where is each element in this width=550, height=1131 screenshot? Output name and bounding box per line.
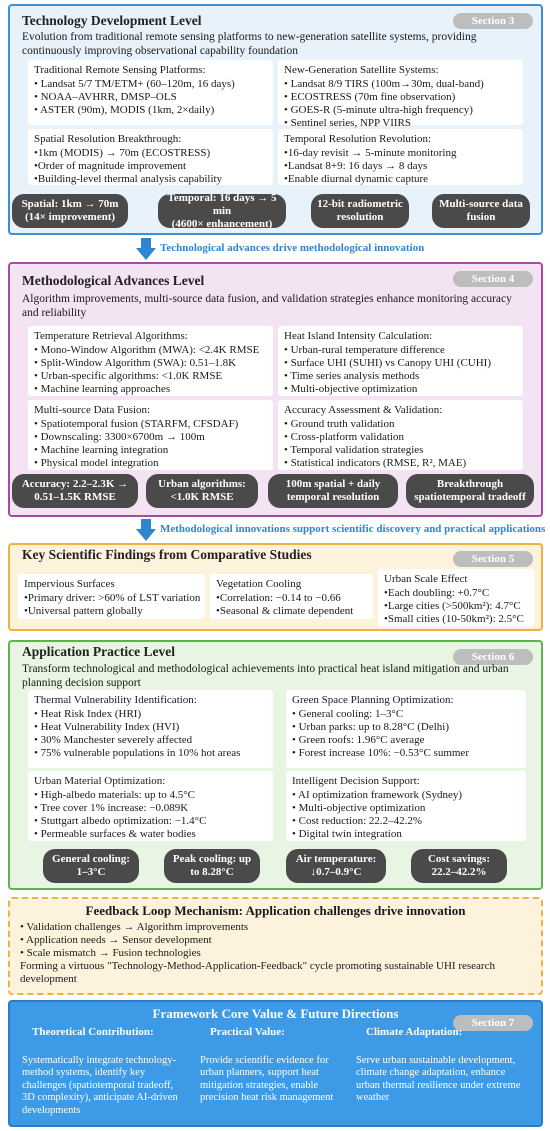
box-line: • Mono-Window Algorithm (MWA): <2.4K RMSE [34, 344, 260, 356]
box-line: • Surface UHI (SUHI) vs Canopy UHI (CUHI) [284, 357, 492, 369]
pill-line: Cost savings: [427, 853, 491, 865]
box-line: •Order of magnitude improvement [34, 160, 187, 172]
box-line: •16-day revisit → 5-minute monitoring [284, 147, 457, 159]
box-line: • Landsat 8/9 TIRS (100m→30m, dual-band) [284, 78, 484, 90]
column-heading: Climate Adaptation: [366, 1026, 463, 1038]
feedback-line: • Scale mismatch → Fusion technologies [20, 947, 201, 959]
flow-arrow-label: Methodological innovations support scientific discovery and practical applications [160, 523, 546, 535]
section-5-badge: Section 5 [453, 551, 533, 567]
box-line: • High-albedo materials: up to 4.5°C [34, 789, 195, 801]
pill-line: temporal resolution [286, 491, 380, 503]
column-text: Provide scientific evidence for urban planners, support heat mitigation strategies, enable precision heat risk management [200, 1054, 334, 1103]
box-heading: Accuracy Assessment & Validation: [284, 404, 443, 416]
box-line: • Digital twin integration [292, 828, 402, 840]
box-line: • Cost reduction: 22.2–42.2% [292, 815, 423, 827]
box-line: • Urban-specific algorithms: <1.0K RMSE [34, 370, 223, 382]
box-line: • AI optimization framework (Sydney) [292, 789, 463, 801]
box-line: • Multi-objective optimization [284, 383, 418, 395]
decision-support-box [286, 771, 526, 841]
radiometric-pill [311, 194, 409, 228]
pill-line: Temporal: 16 days → 5 min [167, 191, 277, 217]
box-heading: New-Generation Satellite Systems: [284, 64, 439, 76]
pill-line: resolution [336, 211, 384, 223]
traditional-platforms-box [28, 60, 273, 125]
flow-arrow-label: Technological advances drive methodological innovation [160, 242, 425, 254]
pill-line: ↓0.7–0.9°C [310, 866, 362, 878]
box-heading: Vegetation Cooling [216, 578, 302, 590]
heat-island-intensity-box [278, 326, 523, 396]
practical-value-column [200, 1026, 350, 1105]
box-line: • Machine learning approaches [34, 383, 171, 395]
cost-savings-pill [411, 849, 507, 883]
pill-line: 0.51–1.5K RMSE [34, 491, 116, 503]
application-section [8, 640, 543, 890]
box-line: • NOAA–AVHRR, DMSP–OLS [34, 91, 177, 103]
methodology-section [8, 262, 543, 517]
pill-line: General cooling: [52, 853, 130, 865]
box-line: •Correlation: −0.14 to −0.66 [216, 592, 341, 604]
air-temperature-pill [286, 849, 386, 883]
urban-scale-box [378, 569, 534, 627]
box-line: • Physical model integration [34, 457, 159, 469]
pill-line: Breakthrough [436, 478, 504, 490]
feedback-line: • Validation challenges → Algorithm improvements [20, 921, 249, 933]
pill-line: <1.0K RMSE [170, 491, 234, 503]
section-6-badge: Section 6 [453, 649, 533, 665]
box-heading: Spatial Resolution Breakthrough: [34, 133, 182, 145]
box-line: • General cooling: 1–3°C [292, 708, 404, 720]
box-line: • Temporal validation strategies [284, 444, 424, 456]
pill-line: 1–3°C [76, 866, 106, 878]
box-line: •Landsat 8+9: 16 days → 8 days [284, 160, 428, 172]
pill-line: Multi-source data [439, 198, 523, 210]
flow-arrow-2 [0, 519, 550, 541]
feedback-lines [20, 921, 530, 986]
column-text: Serve urban sustainable development, climate change adaptation, enhance urban thermal resilience under extreme weather [356, 1054, 521, 1103]
box-line: • Multi-objective optimization [292, 802, 426, 814]
box-heading: Impervious Surfaces [24, 578, 115, 590]
multisource-pill [432, 194, 530, 228]
pill-line: spatiotemporal tradeoff [414, 491, 526, 503]
pill-line: Spatial: 1km → 70m [21, 198, 119, 210]
resolution-pill [268, 474, 398, 508]
technology-title: Technology Development Level [22, 13, 202, 28]
technology-section [8, 4, 543, 235]
application-lead: Transform technological and methodological achievements into practical heat island mitigation and urban planning decision support [22, 663, 509, 689]
box-line: • ECOSTRESS (70m fine observation) [284, 91, 456, 103]
box-line: •Building-level thermal analysis capability [34, 173, 223, 185]
accuracy-assessment-box [278, 400, 523, 470]
temporal-resolution-box [278, 129, 523, 185]
box-line: • Forest increase 10%: −0.53°C summer [292, 747, 469, 759]
box-heading: Urban Scale Effect [384, 573, 468, 585]
flow-arrow-1 [0, 238, 550, 260]
urban-algorithms-pill [146, 474, 258, 508]
methodology-title: Methodological Advances Level [22, 273, 205, 288]
new-generation-box [278, 60, 523, 129]
section-7-badge: Section 7 [453, 1015, 533, 1031]
box-heading: Thermal Vulnerability Identification: [34, 694, 197, 706]
box-line: •Enable diurnal dynamic capture [284, 173, 429, 185]
methodology-lead: Algorithm improvements, multi-source data fusion, and validation strategies enhance monitoring accuracy and reliability [22, 293, 512, 319]
down-arrow-icon [136, 519, 156, 541]
feedback-line: • Application needs → Sensor development [20, 934, 212, 946]
pill-line: fusion [466, 211, 496, 223]
box-line: • Heat Risk Index (HRI) [34, 708, 142, 720]
feedback-title: Feedback Loop Mechanism: Application challenges drive innovation [85, 903, 466, 918]
box-heading: Temporal Resolution Revolution: [284, 133, 432, 145]
spatial-resolution-box [28, 129, 273, 185]
pill-line: (4600× enhancement) [171, 217, 273, 230]
feedback-section [8, 897, 543, 995]
section-3-badge: Section 3 [453, 13, 533, 29]
box-line: • Sentinel series, NPP VIIRS [284, 117, 411, 129]
box-line: • GOES-R (5-minute ultra-high frequency) [284, 104, 473, 116]
pill-line: Peak cooling: up [172, 853, 252, 865]
data-fusion-box [28, 400, 273, 470]
box-line: • 75% vulnerable populations in 10% hot areas [34, 747, 241, 759]
box-line: • Urban parks: up to 8.28°C (Delhi) [292, 721, 450, 733]
box-line: • 30% Manchester severely affected [34, 734, 193, 746]
tradeoff-pill [406, 474, 534, 508]
column-heading: Practical Value: [210, 1026, 285, 1038]
box-line: • Spatiotemporal fusion (STARFM, CFSDAF) [34, 418, 239, 430]
box-line: • Landsat 5/7 TM/ETM+ (60–120m, 16 days) [34, 78, 235, 90]
box-heading: Multi-source Data Fusion: [34, 404, 151, 416]
application-title: Application Practice Level [22, 644, 175, 659]
box-line: •Each doubling: +0.7°C [384, 587, 490, 599]
theoretical-contribution-column [22, 1026, 182, 1117]
temperature-retrieval-box [28, 326, 273, 396]
column-heading: Theoretical Contribution: [32, 1026, 154, 1038]
general-cooling-pill [43, 849, 139, 883]
peak-cooling-pill [164, 849, 260, 883]
findings-title: Key Scientific Findings from Comparative Studies [22, 547, 312, 562]
box-line: •Universal pattern globally [24, 605, 143, 617]
box-line: •Primary driver: >60% of LST variation [24, 592, 201, 604]
pill-line: Urban algorithms: [158, 478, 246, 490]
impervious-surfaces-box [18, 574, 205, 619]
box-line: • Urban-rural temperature difference [284, 344, 445, 356]
box-heading: Urban Material Optimization: [34, 775, 166, 787]
box-line: •1km (MODIS) → 70m (ECOSTRESS) [34, 147, 211, 159]
vegetation-cooling-box [210, 574, 373, 619]
box-heading: Green Space Planning Optimization: [292, 694, 454, 706]
box-line: • Heat Vulnerability Index (HVI) [34, 721, 180, 733]
framework-title: Framework Core Value & Future Directions [152, 1006, 399, 1021]
climate-adaptation-column [356, 1026, 524, 1105]
thermal-vulnerability-box [28, 690, 273, 768]
urban-material-box [28, 771, 273, 841]
technology-lead: Evolution from traditional remote sensing platforms to new-generation satellite systems, providing continuously improving observational capability foundation [22, 31, 477, 57]
box-line: • Permeable surfaces & water bodies [34, 828, 196, 840]
box-heading: Intelligent Decision Support: [292, 775, 420, 787]
pill-line: 100m spatial + daily [285, 478, 381, 490]
box-line: •Large cities (>500km²): 4.7°C [384, 600, 521, 612]
pill-line: 12-bit radiometric [317, 198, 403, 210]
box-line: • Downscaling: 3300×6700m → 100m [34, 431, 205, 443]
box-line: • Cross-platform validation [284, 431, 404, 443]
accuracy-pill [12, 474, 138, 508]
temporal-pill [158, 191, 286, 230]
box-heading: Temperature Retrieval Algorithms: [34, 330, 188, 342]
down-arrow-icon [136, 238, 156, 260]
column-text: Systematically integrate technology-method systems, identify key challenges (spatiotemporal tradeoff, 3D complexity), anticipate AI-driven developments [22, 1054, 178, 1116]
box-line: • ASTER (90m), MODIS (1km, 2×daily) [34, 104, 215, 116]
box-line: • Green roofs: 1.96°C average [292, 734, 425, 746]
box-heading: Traditional Remote Sensing Platforms: [34, 64, 206, 76]
box-line: • Stuttgart albedo optimization: −1.4°C [34, 815, 207, 827]
box-line: • Time series analysis methods [284, 370, 420, 382]
pill-line: Air temperature: [295, 853, 377, 865]
box-line: •Small cities (10-50km²): 2.5°C [384, 613, 524, 625]
box-line: • Machine learning integration [34, 444, 169, 456]
box-heading: Heat Island Intensity Calculation: [284, 330, 433, 342]
pill-line: to 8.28°C [190, 866, 234, 878]
green-space-box [286, 690, 526, 768]
pill-line: 22.2–42.2% [431, 866, 487, 878]
section-4-badge: Section 4 [453, 271, 533, 287]
spatial-pill [12, 194, 128, 228]
box-line: • Statistical indicators (RMSE, R², MAE) [284, 457, 467, 469]
findings-section [8, 543, 543, 631]
box-line: • Tree cover 1% increase: −0.089K [34, 802, 189, 814]
framework-section [8, 1000, 543, 1127]
feedback-line: Forming a virtuous "Technology-Method-Application-Feedback" cycle promoting sustainable UHI research development [20, 960, 495, 985]
pill-line: (14× improvement) [24, 211, 116, 223]
box-line: • Split-Window Algorithm (SWA): 0.51–1.8K [34, 357, 237, 369]
pill-line: Accuracy: 2.2–2.3K → [21, 478, 129, 490]
box-line: • Ground truth validation [284, 418, 395, 430]
box-line: •Seasonal & climate dependent [216, 605, 354, 617]
